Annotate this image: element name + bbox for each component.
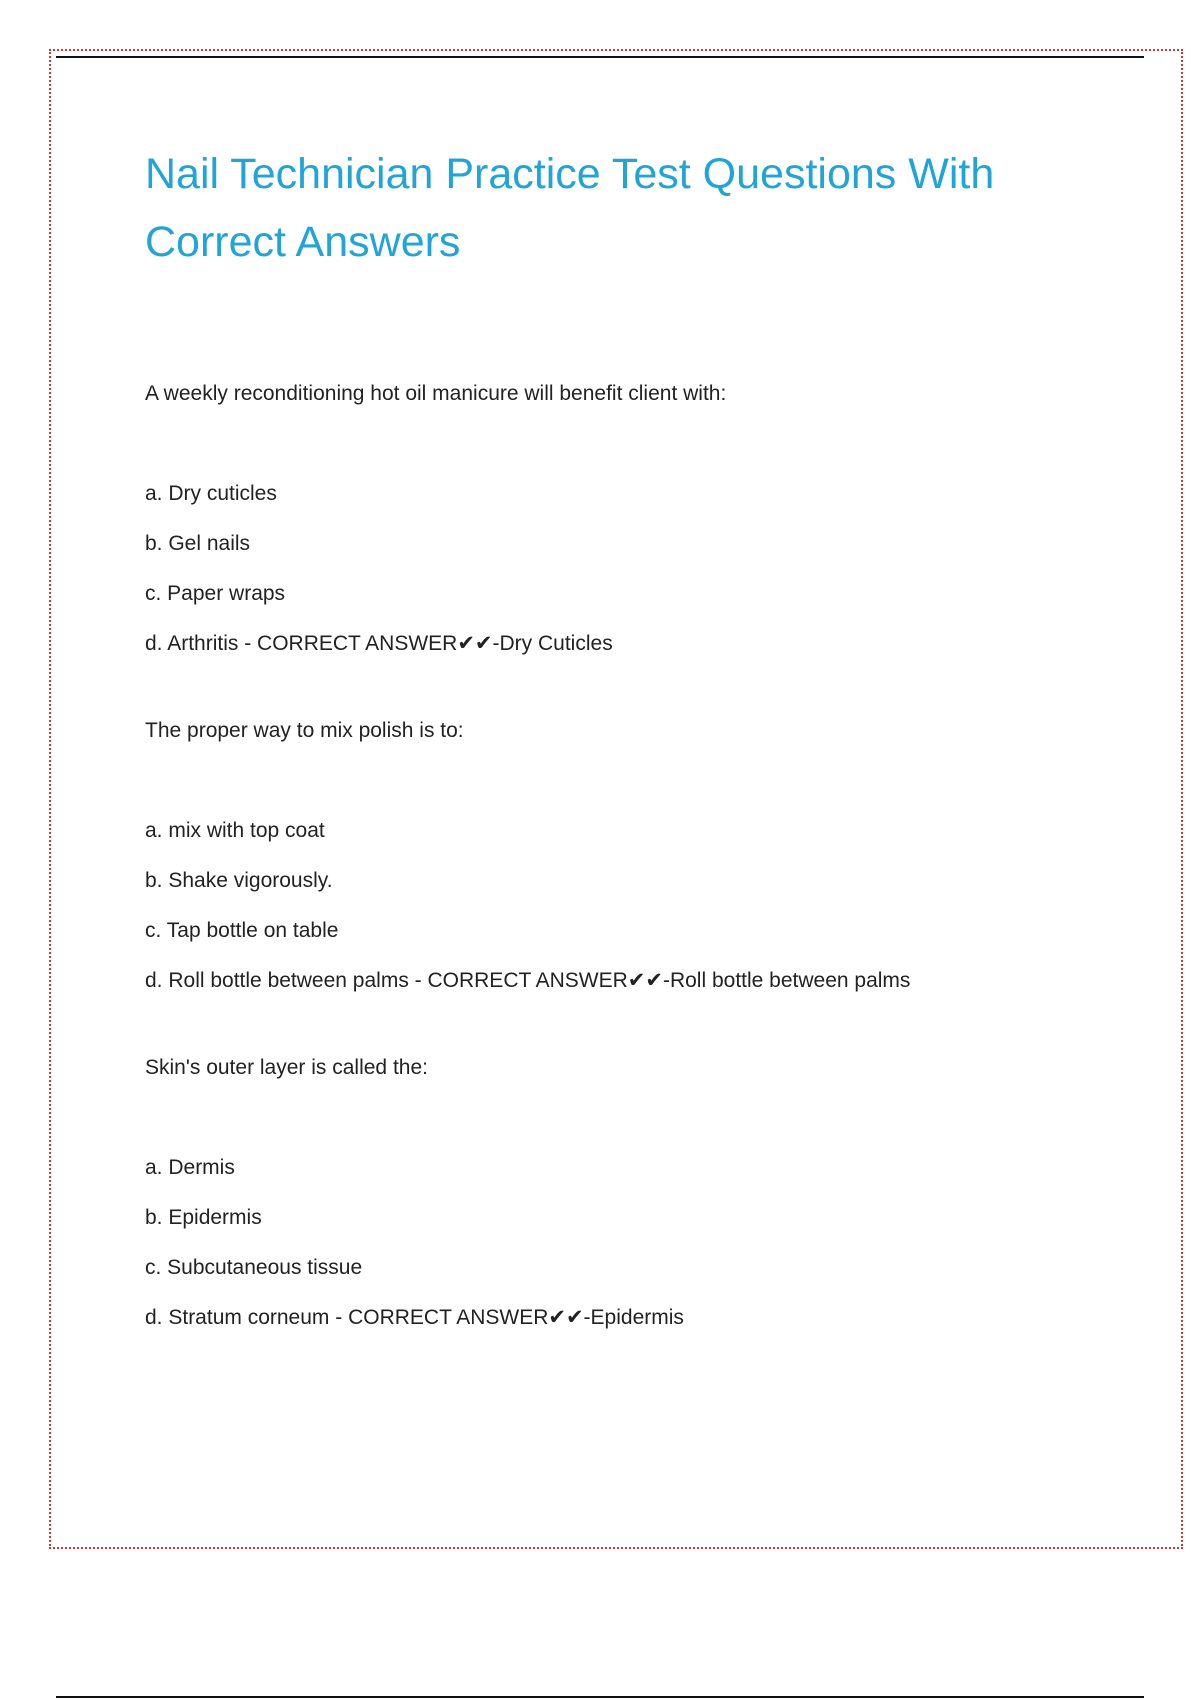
question-block [145,716,1045,996]
document-body [145,140,1045,1333]
option-item-with-answer: d. Roll bottle between palms - CORRECT ANSWER✔✔-Roll bottle between palms [145,969,911,992]
option-item: b. Gel nails [145,532,251,555]
option-item: b. Epidermis [145,1206,262,1229]
option-item: a. Dermis [145,1156,235,1179]
option-item: c. Paper wraps [145,582,286,605]
question-text: Skin's outer layer is called the: [145,1056,428,1079]
option-item-with-answer: d. Stratum corneum - CORRECT ANSWER✔✔-Epidermis [145,1306,684,1329]
option-item: b. Shake vigorously. [145,869,333,892]
document-title: Nail Technician Practice Test Questions With Correct Answers [145,150,995,266]
option-item: a. Dry cuticles [145,482,277,505]
question-text: The proper way to mix polish is to: [145,719,464,742]
bottom-horizontal-rule [56,1696,1144,1698]
top-horizontal-rule [56,56,1144,58]
option-item: c. Subcutaneous tissue [145,1256,363,1279]
option-item: a. mix with top coat [145,819,325,842]
option-list [145,816,1045,996]
option-list [145,1153,1045,1333]
question-text: A weekly reconditioning hot oil manicure will benefit client with: [145,382,727,405]
option-item-with-answer: d. Arthritis - CORRECT ANSWER✔✔-Dry Cuticles [145,632,613,655]
option-list [145,479,1045,659]
option-item: c. Tap bottle on table [145,919,339,942]
question-block [145,1053,1045,1333]
question-block [145,379,1045,659]
